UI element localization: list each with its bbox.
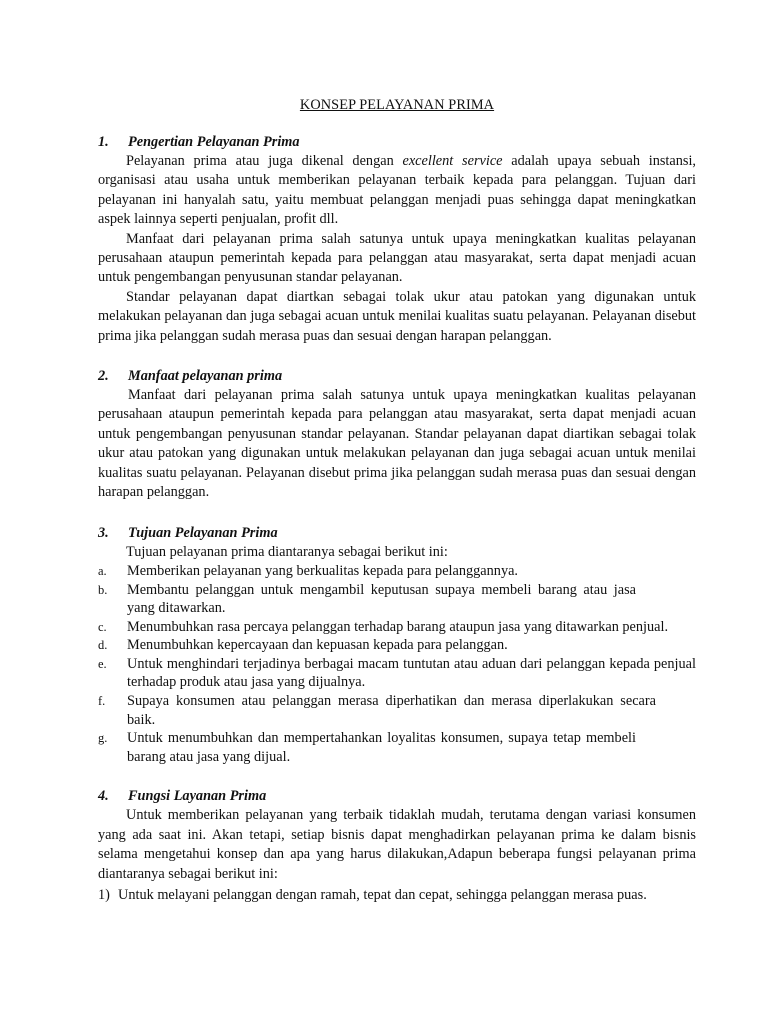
section-title: Tujuan Pelayanan Prima: [128, 524, 278, 541]
list-marker: c.: [98, 619, 107, 634]
list-item: [98, 729, 696, 766]
list-item: [98, 581, 696, 618]
section-heading: [98, 524, 696, 543]
list-marker: b.: [98, 582, 108, 597]
section-heading: [98, 367, 696, 386]
list-item-text: Membantu pelanggan untuk mengambil keputusan supaya membeli barang atau jasa yang ditawarkan.: [127, 581, 636, 617]
page-title: KONSEP PELAYANAN PRIMA: [299, 97, 495, 113]
section-title: Pengertian Pelayanan Prima: [128, 134, 300, 150]
list-item-text: Untuk menghindari terjadinya berbagai macam tuntutan atau aduan dari pelanggan kepada penjual terhadap produk atau jasa yang dijualnya.: [127, 655, 696, 691]
paragraph: Pelayanan prima atau juga dikenal dengan excellent service adalah upaya sebuah instansi, organisasi atau usaha untuk memberikan pelayanan terbaik kepada para pelanggan. Tujuan dari pelayanan ini hanyalah satu, yaitu membuat pelanggan menjadi puas sehingga dapat meningkatkan aspek lainnya seperti penjualan, profit dll.: [98, 153, 696, 228]
list-item: [98, 655, 696, 692]
paragraph: Manfaat dari pelayanan prima salah satunya untuk upaya meningkatkan kualitas pelayanan perusahaan ataupun pemerintah kepada para pelanggan atau masyarakat, serta dapat menjadi acuan untuk pengembangan penyusunan standar pelayanan.: [98, 230, 696, 286]
section-number: 1.: [98, 134, 109, 150]
numbered-item: [98, 886, 696, 905]
item-marker: 1): [98, 887, 110, 904]
list-marker: e.: [98, 656, 107, 671]
section-2: [98, 367, 696, 502]
paragraph: Standar pelayanan dapat diartkan sebagai tolak ukur atau patokan yang digunakan untuk melakukan pelayanan dan juga sebagai acuan untuk menilai kualitas suatu pelayanan. Pelayanan disebut prima jika pelanggan sudah merasa puas dan sesuai dengan harapan pelanggan.: [98, 288, 696, 344]
list-item-text: Menumbuhkan kepercayaan dan kepuasan kepada para pelanggan.: [127, 637, 508, 654]
section-number: 4.: [98, 788, 109, 805]
section-1: [98, 133, 696, 346]
section-heading: [98, 787, 696, 806]
list-item: [98, 562, 696, 581]
list-item-text: Menumbuhkan rasa percaya pelanggan terhadap barang ataupun jasa yang ditawarkan penjual.: [127, 618, 669, 635]
section-4: [98, 787, 696, 905]
item-text: Untuk melayani pelanggan dengan ramah, tepat dan cepat, sehingga pelanggan merasa puas.: [118, 887, 647, 904]
list-item: [98, 692, 696, 729]
section-heading: [98, 133, 696, 152]
goals-list: [98, 562, 696, 767]
list-item-text: Supaya konsumen atau pelanggan merasa diperhatikan dan merasa diperlakukan secara baik.: [127, 693, 656, 728]
list-marker: d.: [98, 638, 108, 653]
list-marker: g.: [98, 731, 108, 746]
section-3: [98, 524, 696, 767]
list-item: [98, 618, 696, 637]
list-item: [98, 636, 696, 655]
paragraph: Untuk memberikan pelayanan yang terbaik tidaklah mudah, terutama dengan variasi konsumen yang ada saat ini. Akan tetapi, setiap bisnis dapat menghadirkan pelayanan prima ke dalam bisnis selama mengetahui konsep dan apa yang harus dilakukan,Adapun beberapa fungsi pelayanan prima diantaranya sebagai berikut ini:: [98, 807, 696, 882]
paragraph: Manfaat dari pelayanan prima salah satunya untuk upaya meningkatkan kualitas pelayanan perusahaan ataupun pemerintah kepada para pelanggan atau masyarakat, serta dapat menjadi acuan untuk pengembangan penyusunan standar pelayanan. Standar pelayanan dapat diartikan sebagai tolak ukur atau patokan yang digunakan untuk melakukan pelayanan dan juga sebagai acuan untuk menilai kualitas suatu pelayanan. Pelayanan disebut prima jika pelanggan sudah merasa puas dan sesuai dengan harapan pelanggan.: [98, 387, 696, 501]
list-marker: f.: [98, 694, 106, 709]
section-title: Manfaat pelayanan prima: [128, 368, 283, 385]
list-marker: a.: [98, 563, 107, 578]
list-item-text: Untuk menumbuhkan dan mempertahankan loyalitas konsumen, supaya tetap membeli barang atau jasa yang dijual.: [127, 730, 636, 765]
paragraph: Tujuan pelayanan prima diantaranya sebagai berikut ini:: [126, 543, 448, 560]
section-number: 2.: [98, 368, 109, 385]
list-item-text: Memberikan pelayanan yang berkualitas kepada para pelanggannya.: [127, 562, 519, 579]
section-title: Fungsi Layanan Prima: [128, 788, 267, 805]
section-number: 3.: [98, 524, 109, 541]
